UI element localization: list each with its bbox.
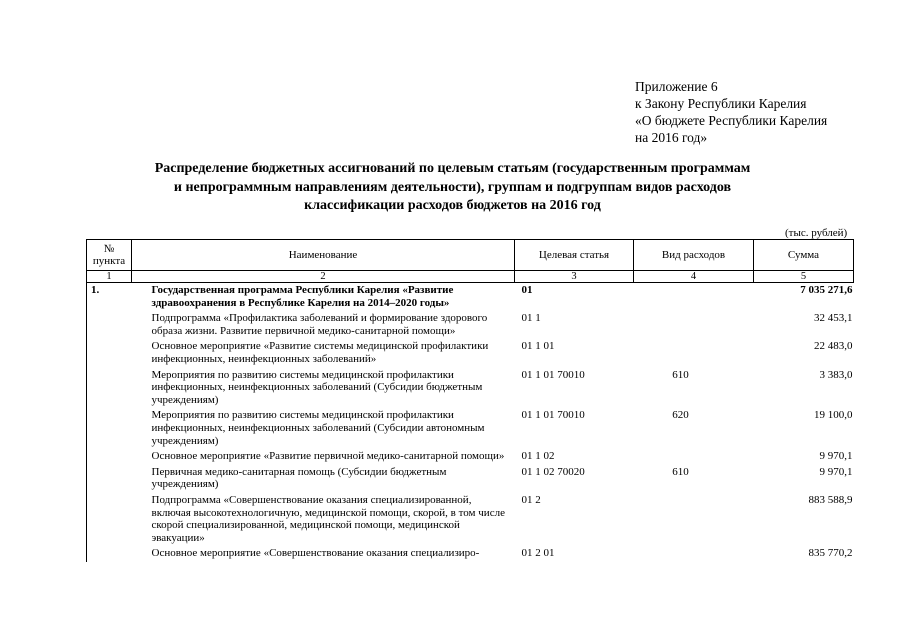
row-expense-type: 620 [672, 409, 689, 422]
row-target-article: 01 1 [521, 312, 541, 325]
header-row [87, 240, 854, 271]
row-expense-type [634, 311, 754, 339]
table-row [87, 339, 854, 367]
row-amount: 9 970,1 [819, 465, 853, 478]
header-sum: Сумма [754, 240, 854, 271]
row-expense-type: 610 [672, 368, 689, 381]
appendix-line: Приложение 6 [635, 79, 718, 94]
row-target-article: 01 1 02 70020 [521, 465, 585, 478]
appendix-note [635, 78, 895, 146]
title-line: классификации расходов бюджетов на 2016 год [304, 198, 601, 213]
table-row [87, 493, 854, 546]
row-number [87, 465, 132, 493]
row-number [87, 311, 132, 339]
row-name: Подпрограмма «Профилактика заболеваний и формирование здорового образа жизни. Развитие первичной медико-санитарной помощи» [151, 312, 488, 337]
column-number: 1 [87, 271, 132, 283]
row-name: Мероприятия по развитию системы медицинской профилактики инфекционных, неинфекционных заболеваний (Субсидии автономным учреждениям) [151, 409, 485, 447]
column-number: 3 [515, 271, 634, 283]
row-amount: 883 588,9 [808, 493, 853, 506]
row-expense-type [634, 339, 754, 367]
row-expense-type [634, 546, 754, 562]
row-name: Основное мероприятие «Развитие системы медицинской профилактики инфекционных, неинфекционных заболеваний» [151, 340, 489, 365]
column-number: 2 [132, 271, 515, 283]
row-name: Государственная программа Республики Карелия «Развитие здравоохранения в Республике Карелия на 2014–2020 годы» [151, 284, 454, 309]
header-name: Наименование [132, 240, 515, 271]
row-target-article: 01 2 01 [521, 547, 555, 560]
table-row [87, 449, 854, 465]
table-row [87, 368, 854, 409]
row-amount: 22 483,0 [814, 340, 853, 353]
budget-table [86, 239, 854, 562]
row-expense-type [634, 449, 754, 465]
row-expense-type [634, 493, 754, 546]
header-code: Целевая статья [515, 240, 634, 271]
row-number [87, 368, 132, 409]
table-row [87, 311, 854, 339]
table-row [87, 546, 854, 562]
row-amount: 7 035 271,6 [800, 284, 853, 296]
row-amount: 32 453,1 [814, 312, 853, 325]
table-row [87, 408, 854, 449]
row-number [87, 546, 132, 562]
header-num: № пункта [87, 240, 132, 271]
units-label: (тыс. рублей) [785, 227, 848, 239]
table-body [87, 283, 854, 562]
row-amount: 3 383,0 [819, 368, 853, 381]
table-row [87, 283, 854, 312]
row-name: Подпрограмма «Совершенствование оказания специализированной, включая высокотехнологичную, медицинской помощи, скорой, в том числе скорой специализированной, медицинской помощи, медицинской эвакуации» [151, 493, 505, 544]
document-title [90, 160, 815, 216]
row-name: Основное мероприятие «Совершенствование оказания специализиро- [151, 547, 480, 560]
row-target-article: 01 1 01 70010 [521, 368, 585, 381]
row-target-article: 01 1 01 [521, 340, 555, 353]
row-amount: 835 770,2 [808, 547, 853, 560]
row-number [87, 449, 132, 465]
column-number: 5 [754, 271, 854, 283]
column-number: 4 [634, 271, 754, 283]
appendix-line: к Закону Республики Карелия [635, 96, 807, 111]
column-number-row [87, 271, 854, 283]
row-number [87, 408, 132, 449]
row-number [87, 339, 132, 367]
row-name: Мероприятия по развитию системы медицинской профилактики инфекционных, неинфекционных заболеваний (Субсидии бюджетным учреждениям) [151, 368, 483, 406]
row-name: Основное мероприятие «Развитие первичной медико-санитарной помощи» [151, 450, 505, 463]
row-expense-type: 610 [672, 465, 689, 478]
title-line: и непрограммным направлениям деятельности), группам и подгруппам видов расходов [173, 179, 732, 195]
title-line: Распределение бюджетных ассигнований по целевым статьям (государственным программам [154, 161, 751, 176]
appendix-line: на 2016 год» [635, 130, 708, 145]
table-row [87, 465, 854, 493]
row-target-article: 01 1 02 [521, 450, 555, 463]
row-number [87, 493, 132, 546]
row-amount: 9 970,1 [819, 450, 853, 463]
row-amount: 19 100,0 [814, 409, 853, 422]
appendix-line: «О бюджете Республики Карелия [635, 113, 828, 128]
row-target-article: 01 2 [521, 493, 541, 506]
row-target-article: 01 1 01 70010 [521, 409, 585, 422]
row-number: 1. [87, 283, 132, 312]
row-expense-type [634, 283, 754, 312]
row-target-article: 01 [521, 284, 533, 296]
header-vid: Вид расходов [634, 240, 754, 271]
row-name: Первичная медико-санитарная помощь (Субсидии бюджетным учреждениям) [151, 465, 447, 491]
